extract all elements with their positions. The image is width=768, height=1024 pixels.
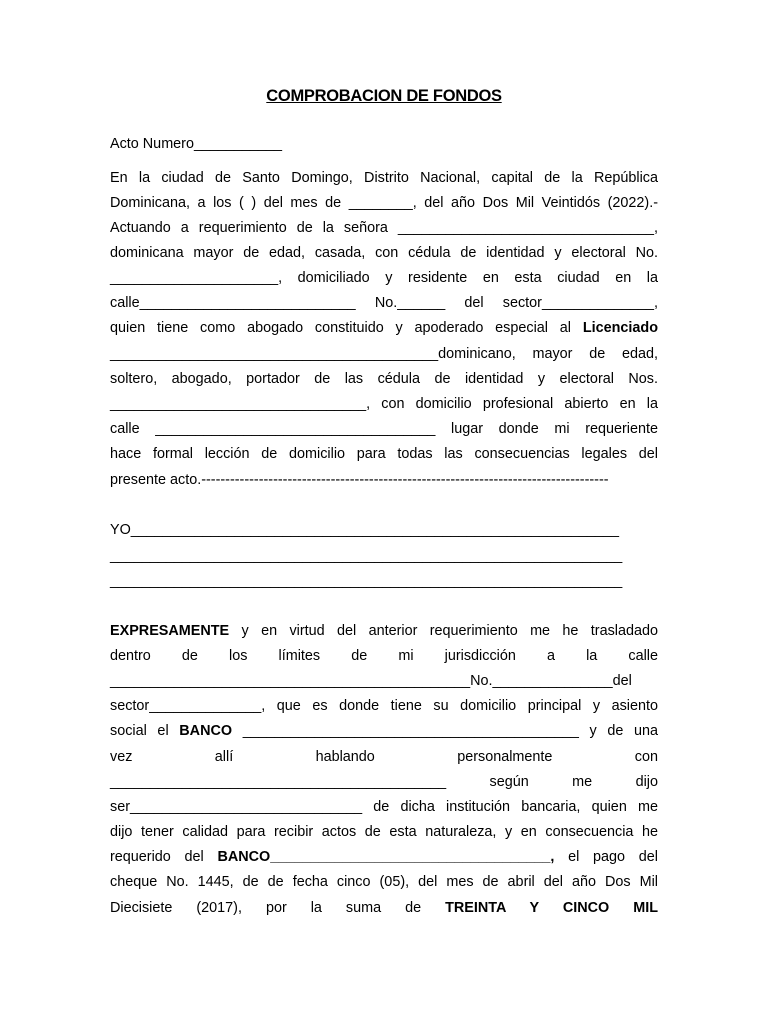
text-line (110, 446, 658, 463)
bold-text: BANCO (179, 723, 233, 739)
text-line (110, 648, 658, 665)
bold-text: BANCO___________________________________, (217, 849, 555, 865)
text-segment: ________________________________________________________________ (110, 573, 623, 589)
text-segment: presente acto.------------------------------------------------------------------------------------- (110, 472, 609, 488)
text-line (110, 698, 658, 715)
text-segment: calle___________________________ No.______ del sector______________, (110, 295, 658, 311)
text-segment: y en virtud del anterior requerimiento me he trasladado (229, 623, 658, 639)
text-segment: requerido del (110, 849, 218, 865)
text-line (110, 573, 658, 590)
bold-text: Licenciado (582, 320, 658, 336)
text-segment: Diecisiete (2017), por la suma de (110, 900, 446, 916)
text-segment: ser_____________________________ de dicha institución bancaria, quien me (110, 799, 658, 815)
text-segment: vez allí hablando personalmente con (110, 749, 658, 765)
text-line (110, 346, 658, 363)
text-line (110, 799, 658, 816)
text-line (110, 195, 658, 212)
text-segment: hace formal lección de domicilio para todas las consecuencias legales del (110, 446, 658, 462)
text-line (110, 371, 658, 388)
text-segment: Acto Numero___________ (110, 136, 283, 152)
text-line (110, 548, 658, 565)
text-segment: _____________________________________________No._______________del (110, 673, 632, 689)
text-segment: dominicana mayor de edad, casada, con cédula de identidad y electoral No. (110, 245, 658, 261)
text-segment: dijo tener calidad para recibir actos de esta naturaleza, y en consecuencia he (110, 824, 658, 840)
text-line (110, 874, 658, 891)
text-segment: Dominicana, a los ( ) del mes de ________, del año Dos Mil Veintidós (2022).- (110, 195, 658, 211)
text-segment: social el (110, 723, 180, 739)
text-segment: _________________________________________dominicano, mayor de edad, (110, 346, 658, 362)
text-line (110, 170, 658, 187)
text-line (110, 723, 658, 740)
bold-text: TREINTA Y CINCO MIL (445, 900, 658, 916)
text-line (110, 849, 658, 866)
text-line (110, 421, 658, 438)
text-line (110, 320, 658, 337)
text-line (110, 396, 658, 413)
text-line (110, 295, 658, 312)
text-segment: quien tiene como abogado constituido y apoderado especial al (110, 320, 583, 336)
text-segment: dentro de los límites de mi jurisdicción a la calle (110, 648, 658, 664)
text-segment: YO_____________________________________________________________ (110, 522, 619, 538)
text-segment: En la ciudad de Santo Domingo, Distrito Nacional, capital de la República (110, 170, 658, 186)
text-line (110, 472, 658, 489)
text-line (110, 749, 658, 766)
text-line (110, 774, 658, 791)
text-segment: ________________________________________________________________ (110, 548, 623, 564)
text-segment: __________________________________________ y de una (232, 723, 658, 739)
text-line (110, 824, 658, 841)
text-segment: __________________________________________ según me dijo (110, 774, 658, 790)
text-line (110, 245, 658, 262)
text-line (110, 136, 658, 153)
text-line (110, 522, 658, 539)
text-line (110, 270, 658, 287)
text-segment: Actuando a requerimiento de la señora ________________________________, (110, 220, 658, 236)
text-segment: _____________________, domiciliado y residente en esta ciudad en la (110, 270, 658, 286)
text-segment: cheque No. 1445, de de fecha cinco (05), del mes de abril del año Dos Mil (110, 874, 658, 890)
text-segment: ________________________________, con domicilio profesional abierto en la (110, 396, 658, 412)
text-line (110, 900, 658, 917)
text-segment: el pago del (554, 849, 658, 865)
text-line (110, 673, 658, 690)
text-line (110, 220, 658, 237)
document-title: COMPROBACION DE FONDOS (266, 87, 502, 105)
text-segment: soltero, abogado, portador de las cédula de identidad y electoral Nos. (110, 371, 658, 387)
text-line (110, 623, 658, 640)
bold-text: EXPRESAMENTE (110, 623, 230, 639)
text-segment: sector______________, que es donde tiene su domicilio principal y asiento (110, 698, 658, 714)
text-segment: calle ___________________________________ lugar donde mi requeriente (110, 421, 658, 437)
